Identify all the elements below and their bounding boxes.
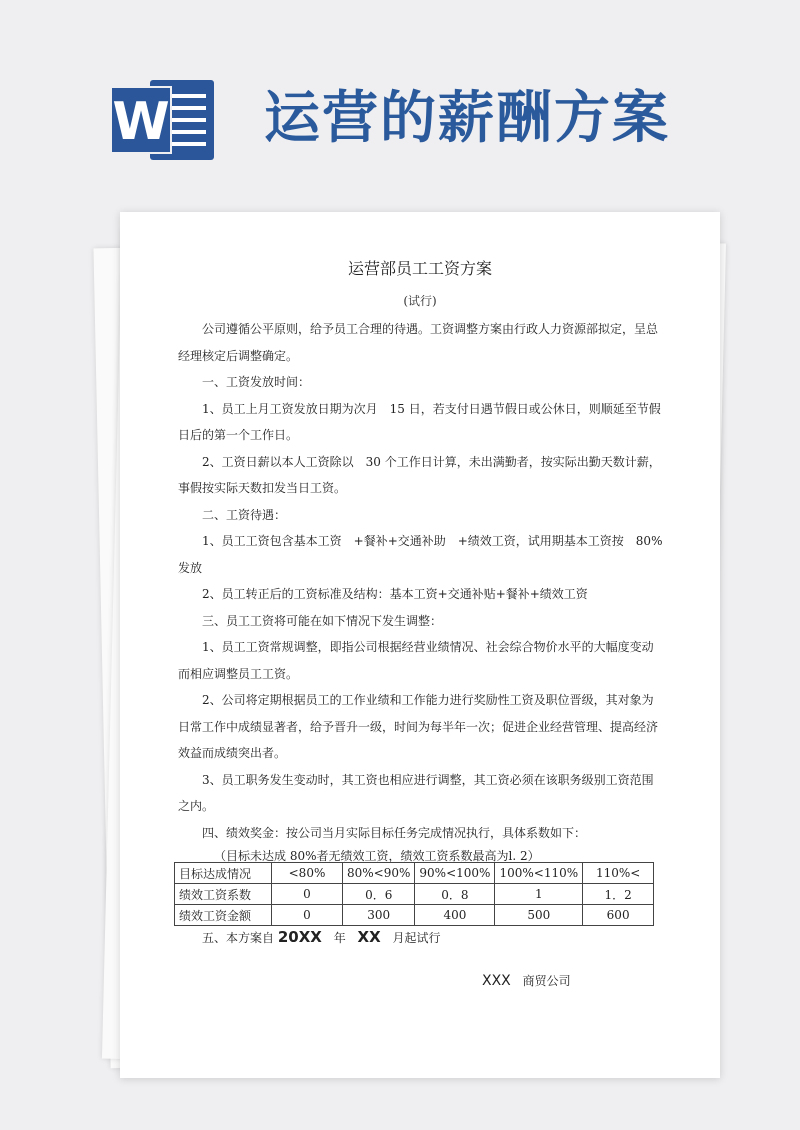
company-name-suffix: 商贸公司 xyxy=(522,974,571,988)
paragraph-pay-structure-2: 2、员工转正后的工资标准及结构：基本工资+交通补贴+餐补+绩效工资 xyxy=(202,587,588,601)
section-heading-bonus: 四、绩效奖金：按公司当月实际目标任务完成情况执行，具体系数如下： xyxy=(202,825,587,840)
closing-month: XX xyxy=(357,928,381,946)
paragraph-pay-structure-1: 1、员工工资包含基本工资 +餐补+交通补助 +绩效工资，试用期基本工资按 80%发放 xyxy=(178,534,663,575)
table-cell: <80% xyxy=(272,863,343,884)
table-cell: 1 xyxy=(495,884,583,905)
table-cell: 500 xyxy=(495,905,583,926)
section-heading-pay-date: 一、工资发放时间： xyxy=(202,375,311,389)
paragraph-pay-date-1: 1、员工上月工资发放日期为次月 15 日，若支付日遇节假日或公休日，则顺延至节假日后的第一个工作日。 xyxy=(178,401,661,442)
table-cell: 绩效工资金额 xyxy=(175,905,272,926)
table-cell: 100%<110% xyxy=(495,863,583,884)
table-cell: 80%<90% xyxy=(343,863,415,884)
paragraph-bonus-note: （目标未达成 80%者无绩效工资，绩效工资系数最高为l. 2） xyxy=(214,849,540,863)
paragraph-pay-date-2: 2、工资日薪以本人工资除以 30 个工作日计算，未出满勤者，按实际出勤天数计薪，事假按实际天数扣发当日工资。 xyxy=(178,454,661,495)
closing-year-unit: 年 xyxy=(333,931,346,945)
effective-date-line xyxy=(202,928,441,946)
table-cell: 90%<100% xyxy=(415,863,495,884)
paragraph-intro: 公司遵循公平原则，给予员工合理的待遇。工资调整方案由行政人力资源部拟定，呈总经理核定后调整确定。 xyxy=(178,322,659,363)
document-page xyxy=(120,212,720,1078)
table-cell: 110%< xyxy=(583,863,654,884)
table-cell: 0．6 xyxy=(343,884,415,905)
table-row xyxy=(175,863,654,884)
closing-prefix: 五、本方案自 xyxy=(202,931,275,945)
word-icon-letter: W xyxy=(110,86,172,154)
table-cell: 绩效工资系数 xyxy=(175,884,272,905)
table-cell: 目标达成情况 xyxy=(175,863,272,884)
table-cell: 0．8 xyxy=(415,884,495,905)
banner xyxy=(0,0,800,200)
section-heading-adjustment: 三、员工工资将可能在如下情况下发生调整： xyxy=(202,613,443,628)
document-subtitle: (试行) xyxy=(403,294,437,308)
paragraph-adjustment-2: 2、公司将定期根据员工的工作业绩和工作能力进行奖励性工资及职位晋级，其对象为日常工作中成绩显著者，给予晋升一级，时间为每半年一次；促进企业经营管理、提高经济效益而成绩突出者。 xyxy=(178,693,659,760)
table-cell: 600 xyxy=(583,905,654,926)
table-row xyxy=(175,884,654,905)
closing-suffix: 月起试行 xyxy=(392,931,441,945)
closing-year: 20XX xyxy=(277,928,322,946)
table-cell: 0 xyxy=(272,884,343,905)
table-cell: 400 xyxy=(415,905,495,926)
table-cell: 0 xyxy=(272,905,343,926)
document-body xyxy=(178,316,664,866)
word-document-icon xyxy=(110,80,214,160)
document-title: 运营部员工工资方案 xyxy=(347,259,492,278)
paragraph-adjustment-1: 1、员工工资常规调整，即指公司根据经营业绩情况、社会综合物价水平的大幅度变动而相应调整员工工资。 xyxy=(178,640,654,681)
section-heading-pay-structure: 二、工资待遇： xyxy=(202,507,287,522)
table-cell: 300 xyxy=(343,905,415,926)
paragraph-adjustment-3: 3、员工职务发生变动时，其工资也相应进行调整，其工资必须在该职务级别工资范围之内。 xyxy=(178,772,654,813)
table-cell: 1．2 xyxy=(583,884,654,905)
company-signature xyxy=(482,972,571,989)
performance-table xyxy=(174,862,654,926)
banner-title: 运营的薪酬方案 xyxy=(264,86,670,151)
table-row xyxy=(175,905,654,926)
company-name-mark: XXX xyxy=(482,973,511,989)
